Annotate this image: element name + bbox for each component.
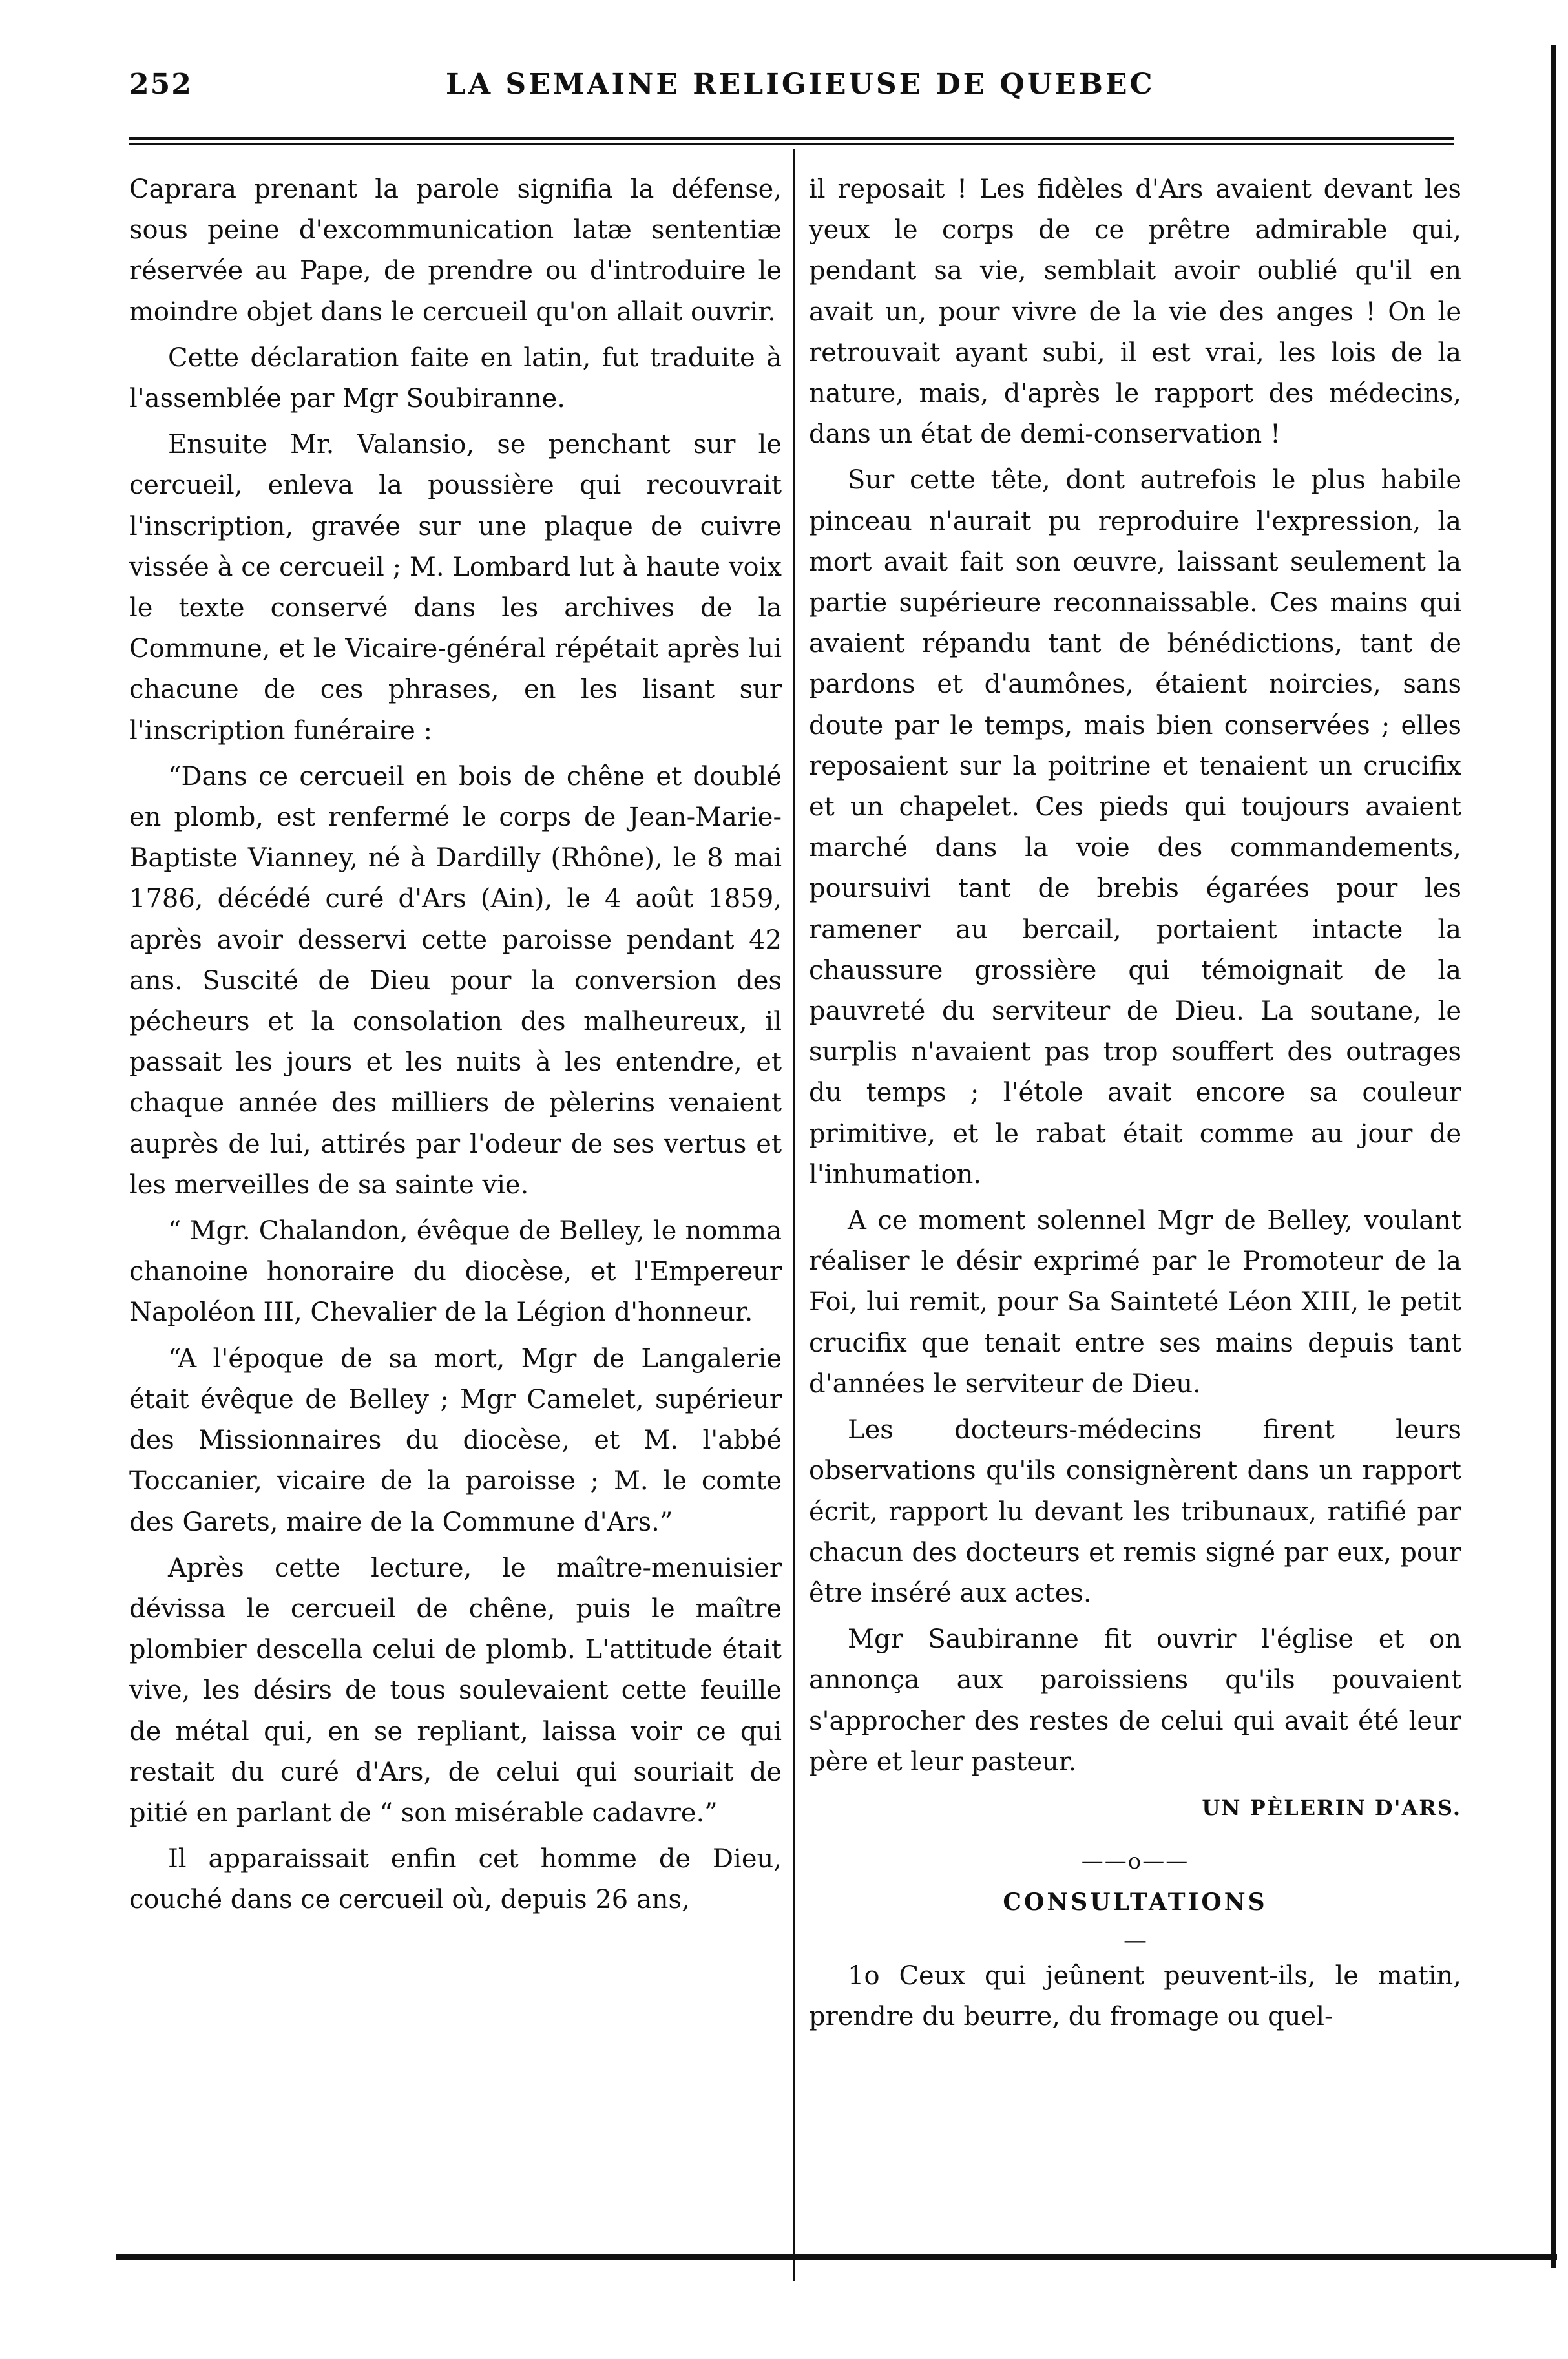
paragraph: 1o Ceux qui jeûnent peuvent-ils, le matin, prendre du beurre, du fromage ou quel- [809, 1960, 1461, 2031]
page-edge-shadow [1551, 45, 1556, 2268]
header-rule [129, 137, 1454, 140]
heading-dash: — [1124, 1927, 1147, 1954]
page-number: 252 [129, 68, 193, 101]
paragraph: Mgr Saubiranne fit ouvrir l'église et on annonça aux paroissiens qu'ils pouvaient s'approcher des restes de celui qui avait été leur père et leur pasteur. [809, 1624, 1461, 1777]
paragraph: “Dans ce cercueil en bois de chêne et doublé en plomb, est renfermé le corps de Jean-Marie-Baptiste Vianney, né à Dardilly (Rhône), le 8 mai 1786, décédé curé d'Ars (Ain), le 4 août 1859, après avoir desservi cette paroisse pendant 42 ans. Suscité de Dieu pour la conversion des pécheurs et la consolation des malheureux, il passait les jours et les nuits à les entendre, et chaque année des milliers de pèlerins venaient auprès de lui, attirés par l'odeur de ses vertus et les merveilles de sa sainte vie. [129, 761, 782, 1200]
paragraph: Il apparaissait enfin cet homme de Dieu, couché dans ce cercueil où, depuis 26 ans, [129, 1844, 782, 1915]
paragraph: “ Mgr. Chalandon, évêque de Belley, le nomma chanoine honoraire du diocèse, et l'Empereur Napoléon III, Chevalier de la Légion d'honneur. [129, 1216, 782, 1328]
paragraph: Après cette lecture, le maître-menuisier dévissa le cercueil de chêne, puis le maître plombier descella celui de plomb. L'attitude était vive, les désirs de tous soulevaient cette feuille de métal qui, en se repliant, laissa voir ce qui restait du curé d'Ars, de celui qui souriait de pitié en parlant de “ son misérable cadavre.” [129, 1553, 782, 1828]
section-heading: CONSULTATIONS [1003, 1889, 1268, 1916]
header-rule-thin [129, 143, 1454, 145]
paragraph: Sur cette tête, dont autrefois le plus habile pinceau n'aurait pu reproduire l'expression, la mort avait fait son œuvre, laissant seulement la partie supérieure reconnaissable. Ces mains qui avaient répandu tant de bénédictions, tant de pardons et d'aumônes, étaient noircies, sans doute par le temps, mais bien conservées ; elles reposaient sur la poitrine et tenaient un crucifix et un chapelet. Ces pieds qui toujours avaient marché dans la voie des commandements, poursuivi tant de brebis égarées pour les ramener au bercail, portaient intacte la chaussure grossière qui témoignait de la pauvreté du serviteur de Dieu. La soutane, le surplis n'avaient pas trop souffert des outrages du temps ; l'étole avait encore sa couleur primitive, et le rabat était comme au jour de l'inhumation. [809, 465, 1461, 1190]
paragraph: Ensuite Mr. Valansio, se penchant sur le cercueil, enleva la poussière qui recouvrait l'inscription, gravée sur une plaque de cuivre vissée à ce cercueil ; M. Lombard lut à haute voix le texte conservé dans les archives de la Commune, et le Vicaire-général répétait après lui chacune de ces phrases, en les lisant sur l'inscription funéraire : [129, 430, 782, 746]
paragraph: A ce moment solennel Mgr de Belley, voulant réaliser le désir exprimé par le Promoteur de la Foi, lui remit, pour Sa Sainteté Léon XIII, le petit crucifix que tenait entre ses mains depuis tant d'années le serviteur de Dieu. [809, 1206, 1461, 1399]
section-separator: ——o—— [1081, 1849, 1189, 1875]
bottom-rule [116, 2254, 1557, 2260]
column-divider [793, 149, 795, 2281]
page-title: LA SEMAINE RELIGIEUSE DE QUEBEC [446, 68, 1155, 101]
paragraph: Cette déclaration faite en latin, fut traduite à l'assemblée par Mgr Soubiranne. [129, 342, 782, 414]
paragraph: il reposait ! Les fidèles d'Ars avaient devant les yeux le corps de ce prêtre admirable qui, pendant sa vie, semblait avoir oublié qu'il en avait un, pour vivre de la vie des anges ! On le retrouvait ayant subi, il est vrai, les lois de la nature, mais, d'après le rapport des médecins, dans un état de demi-conservation ! [809, 174, 1461, 450]
right-column [809, 169, 1461, 2042]
paragraph: “A l'époque de sa mort, Mgr de Langalerie était évêque de Belley ; Mgr Camelet, supérieur des Missionnaires du diocèse, et M. l'abbé Toccanier, vicaire de la paroisse ; M. le comte des Garets, maire de la Commune d'Ars.” [129, 1343, 782, 1537]
left-column [129, 169, 782, 1926]
author-signature: UN PÈLERIN D'ARS. [1202, 1795, 1461, 1820]
paragraph: Caprara prenant la parole signifia la défense, sous peine d'excommunication latæ sententiæ réservée au Pape, de prendre ou d'introduire le moindre objet dans le cercueil qu'on allait ouvrir. [129, 174, 782, 327]
paragraph: Les docteurs-médecins firent leurs observations qu'ils consignèrent dans un rapport écrit, rapport lu devant les tribunaux, ratifié par chacun des docteurs et remis signé par eux, pour être inséré aux actes. [809, 1415, 1461, 1608]
